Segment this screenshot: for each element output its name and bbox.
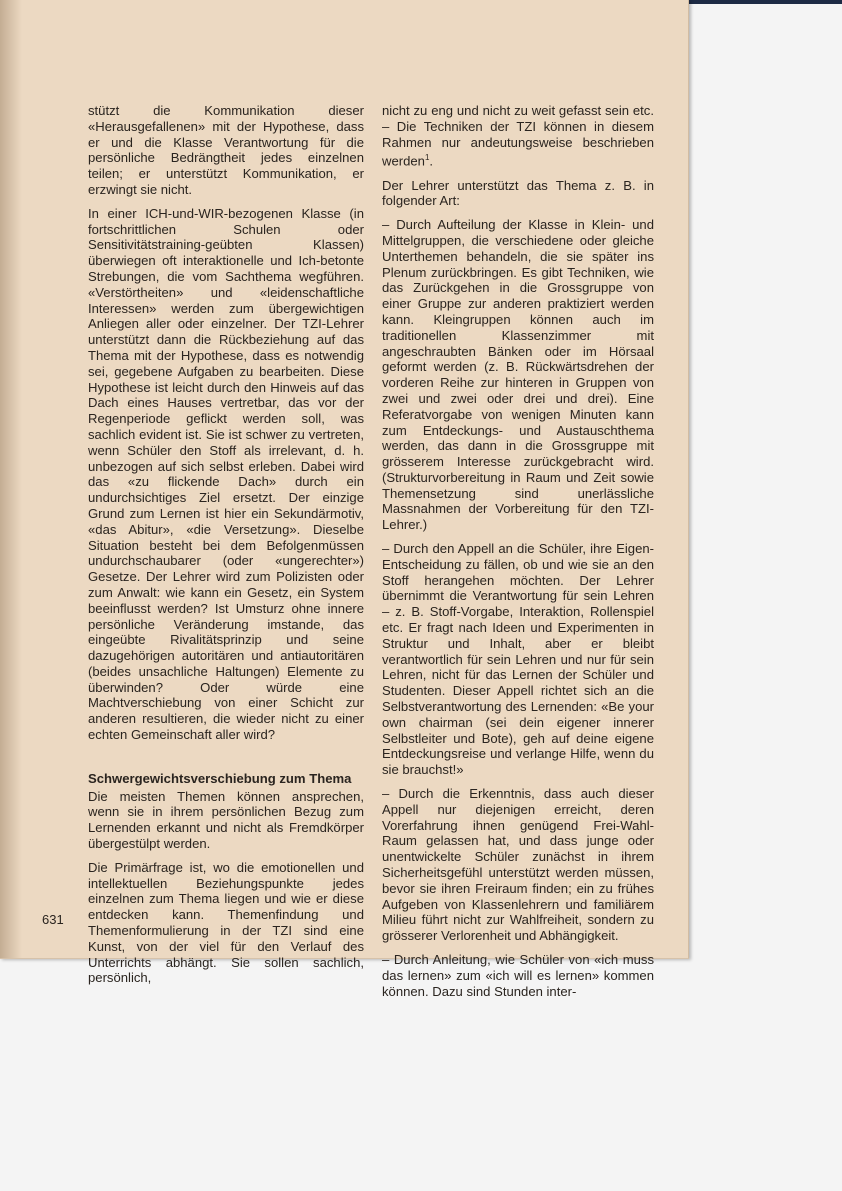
left-paragraph-1: stützt die Kommunikation dieser «Herausgefallenen» mit der Hypothese, dass er und die Klasse Verantwortung für die persönliche Bedrängtheit jedes einzelnen teilen; er unterstützt Kommunikation, er erzwingt sie nicht. <box>88 103 364 197</box>
left-paragraph-4: Die Primärfrage ist, wo die emotionellen und intellektuellen Beziehungspunkte jedes einzelnen zum Thema liegen und wie er diese entdecken kann. Themenfindung und Themenformulierung in der TZI sind eine Kunst, von der viel für den Verlauf des Unterrichts abhängt. Sie sollen sachlich, persönlich, <box>88 859 364 986</box>
right-paragraph-6: – Durch Anleitung, wie Schüler von «ich muss das lernen» zum «ich will es lernen» kommen können. Dazu sind Stunden inter- <box>382 952 654 999</box>
page-number: 631 <box>42 912 64 927</box>
binding-shadow <box>0 0 22 958</box>
right-paragraph-1 <box>382 103 654 170</box>
left-column <box>88 103 364 994</box>
left-paragraph-2: In einer ICH-und-WIR-bezogenen Klasse (in fortschrittlichen Schulen oder Sensitivitätstraining-geübten Klassen) überwiegen oft interaktionelle und Ich-betonte Strebungen, die vom Sachthema wegführen. «Verstörtheiten» und «leidenschaftliche Interessen» werden zum übergewichtigen Anliegen aller oder einzelner. Der TZI-Lehrer unterstützt dann die Rückbeziehung auf das Thema mit der Hypothese, dass es notwendig sei, gegebene Aufgaben zu bearbeiten. Diese Hypothese ist leicht durch den Hinweis auf das Dach eines Hauses vertretbar, das vor der Regenperiode geflickt werden soll, was sachlich evident ist. Sie ist schwer zu vertreten, wenn Schüler den Stoff als irrelevant, d. h. unbezogen auf sich selbst erleben. Dabei wird das «zu flickende Dach» durch ein undurchsichtiges Ziel ersetzt. Der einzige Grund zum Lernen ist hier ein Sekundärmotiv, «das Abitur», «die Versetzung». Dieselbe Situation besteht bei dem Befolgenmüssen undurchschaubarer (oder «ungerechter») Gesetze. Der Lehrer wird zum Polizisten oder zum Anwalt: wie kann ein Gesetz, ein System beeinflusst werden? Ist Umsturz ohne innere persönliche Veränderung imstande, das eingeübte Rivalitätsprinzip und seine dazugehörigen autoritären und antiautoritären (beides unsachliche Haltungen) Elemente zu überwinden? Oder würde eine Machtverschiebung von einer Schicht zur anderen resultieren, die wieder nicht zu einer echten Gemeinschaft aller wird? <box>88 205 364 743</box>
section-heading: Schwergewichtsverschiebung zum Thema <box>88 770 352 786</box>
scan-edge-strip <box>688 0 842 4</box>
right-paragraph-1-text: nicht zu eng und nicht zu weit gefasst sein etc. – Die Techniken der TZI können in diesem Rahmen nur andeutungsweise beschrieben werden <box>382 103 654 169</box>
right-column <box>382 103 654 1007</box>
left-paragraph-3: Die meisten Themen können ansprechen, wenn sie in ihrem persönlichen Bezug zum Lernenden erkannt und nicht als Fremdkörper übergestülpt werden. <box>88 788 364 852</box>
footnote-reference: 1 <box>424 153 430 163</box>
right-paragraph-5: – Durch die Erkenntnis, dass auch dieser Appell nur diejenigen erreicht, deren Vorerfahrung ihnen genügend Frei-Wahl-Raum gelassen hat, und dass junge oder unentwickelte Schüler zunächst in ihrem Sicherheitsgefühl unterstützt werden müssen, bevor sie ihren Freiraum finden; ein zu frühes Aufgeben von Klassenlehrern und familiärem Milieu führt nicht zur Wahlfreiheit, sondern zu grösserer Verlorenheit und Abhängigkeit. <box>382 786 654 944</box>
right-paragraph-1-end: . <box>429 153 434 169</box>
right-paragraph-3: – Durch Aufteilung der Klasse in Klein- und Mittelgruppen, die verschiedene oder gleiche Unterthemen behandeln, die sie später ins Plenum zurückbringen. Es gibt Techniken, wie das Zurückgehen in die Grossgruppe von einer Gruppe zur anderen praktiziert werden kann. Kleingruppen können auch im traditionellen Klassenzimmer mit angeschraubten Bänken oder im Hörsaal geformt werden (z. B. Rückwärtsdrehen der vorderen Reihe zur hinteren in Gruppen von zwei und zwei oder drei und drei). Eine Referatvorgabe von wenigen Minuten kann zum Entdeckungs- und Austauschthema werden, das dann in die Grossgruppe mit grösserem Interesse zurückgebracht wird. (Strukturvorbereitung in Raum und Zeit sowie Themensetzung sind unerlässliche Massnahmen der Vorbereitung für den TZI-Lehrer.) <box>382 217 654 533</box>
right-paragraph-4: – Durch den Appell an die Schüler, ihre Eigen-Entscheidung zu fällen, ob und wie sie an den Stoff herangehen möchten. Der Lehrer übernimmt die Verantwortung für sein Lehren – z. B. Stoff-Vorgabe, Interaktion, Rollenspiel etc. Er fragt nach Ideen und Experimenten in Struktur und Inhalt, aber er bleibt verantwortlich für sein Lehren und nur für sein Lehren, nicht für das Lernen der Schüler und Studenten. Dieser Appell richtet sich an die Selbstverantwortung des Lernenden: «Be your own chairman (sei dein eigener innerer Selbstleiter und Bote), geh auf deine eigene Entdeckungsreise und verlange Hilfe, wenn du sie brauchst!» <box>382 541 654 778</box>
right-paragraph-2: Der Lehrer unterstützt das Thema z. B. in folgender Art: <box>382 177 654 209</box>
